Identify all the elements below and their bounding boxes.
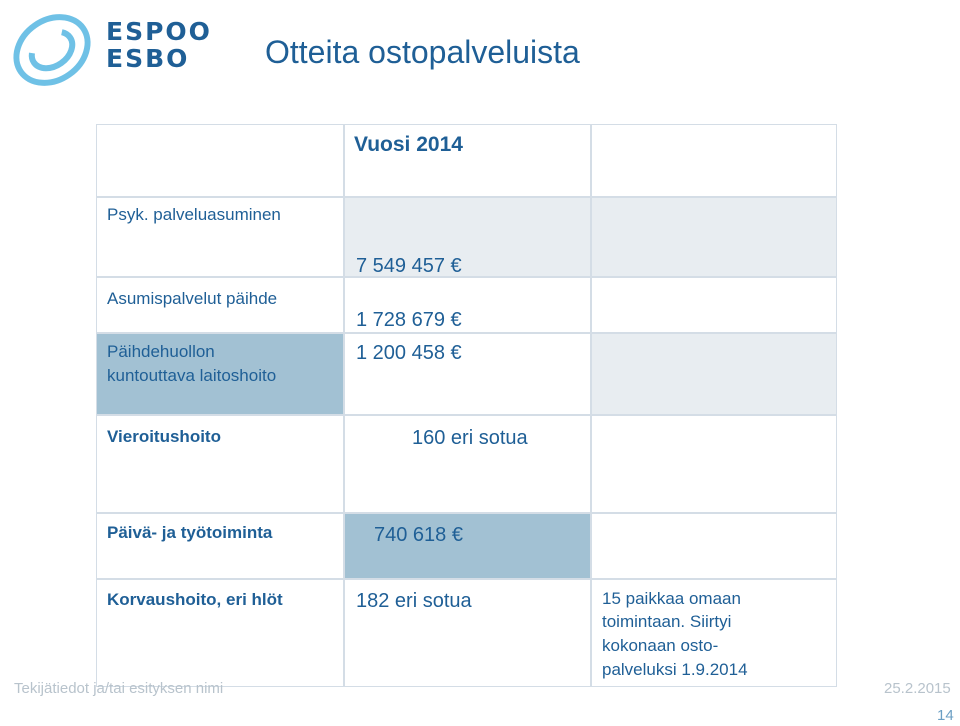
paiva-value: 740 618 € xyxy=(374,524,463,546)
paihde-value-1: 1 728 679 € xyxy=(356,309,462,331)
korvaus-label: Korvaushoito, eri hlöt xyxy=(107,590,283,609)
logo-line-espoo: ESPOO xyxy=(106,17,212,46)
footer-presentation-name: Tekijätiedot ja/tai esityksen nimi xyxy=(14,680,224,697)
header-extra-cell xyxy=(591,124,837,197)
header-empty-cell xyxy=(96,124,344,197)
footer-page-number: 14 xyxy=(937,707,954,724)
korvaus-note-line3: kokonaan osto- xyxy=(602,636,719,655)
paiva-value-cell xyxy=(344,513,591,579)
logo-line-esbo: ESBO xyxy=(106,44,190,73)
korvaus-note-line2: toimintaan. Siirtyi xyxy=(602,612,732,631)
paiva-label: Päivä- ja työtoiminta xyxy=(107,523,273,542)
korvaus-note-line1: 15 paikkaa omaan xyxy=(602,589,741,608)
footer-date: 25.2.2015 xyxy=(884,680,951,697)
paihde-extra-cell xyxy=(591,333,837,415)
asumis-label: Asumispalvelut päihde xyxy=(107,289,278,308)
vieroitus-extra-cell xyxy=(591,415,837,513)
year-label: Vuosi 2014 xyxy=(354,133,463,156)
korvaus-value: 182 eri sotua xyxy=(356,590,472,612)
paiva-extra-cell xyxy=(591,513,837,579)
paihde-label-line2: kuntouttava laitoshoito xyxy=(107,366,277,385)
slide-title: Otteita ostopalveluista xyxy=(265,34,580,70)
paihde-label-line1: Päihdehuollon xyxy=(107,342,215,361)
paihde-value-2: 1 200 458 € xyxy=(356,342,462,364)
asumis-value: 7 549 457 € xyxy=(356,255,462,277)
vieroitus-value: 160 eri sotua xyxy=(412,427,528,449)
psyk-label: Psyk. palveluasuminen xyxy=(107,205,281,224)
asumis-extra-cell xyxy=(591,277,837,333)
psyk-extra-cell xyxy=(591,197,837,277)
korvaus-note-line4: palveluksi 1.9.2014 xyxy=(602,660,748,679)
vieroitus-label: Vieroitushoito xyxy=(107,427,221,446)
